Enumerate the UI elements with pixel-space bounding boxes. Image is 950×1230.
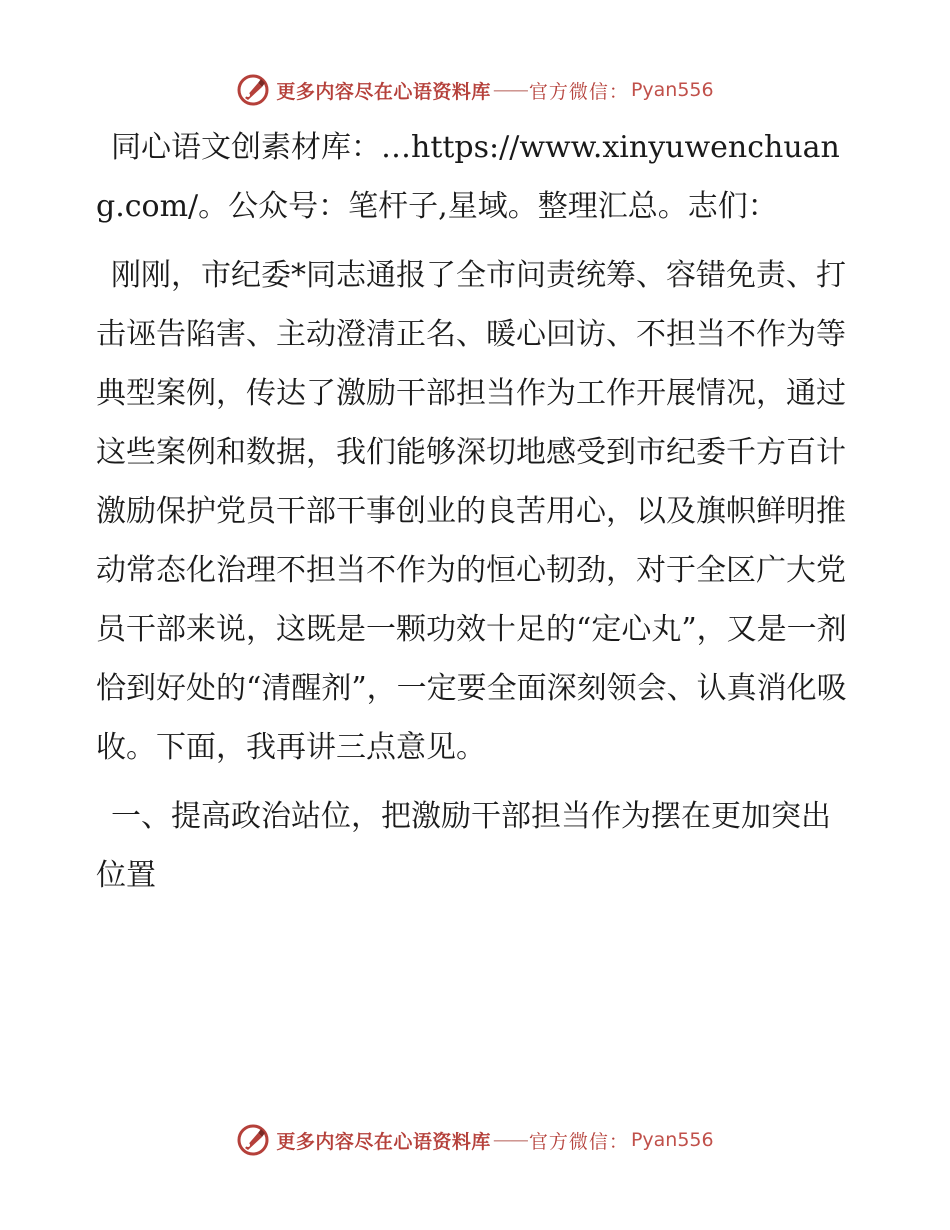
footer-watermark-banner [0,1120,950,1160]
section-heading-1: 一、提高政治站位，把激励干部担当作为摆在更加突出位置 [96,799,831,893]
document-body [96,118,856,905]
banner-wechat-id: Pyan556 [630,1129,714,1151]
pen-logo-icon [236,73,270,107]
banner-dash: —— [492,1129,527,1151]
banner-official-label: 官方微信： [528,1130,629,1153]
banner-brand-text: 更多内容尽在心语资料库 [276,80,491,103]
banner-brand-text: 更多内容尽在心语资料库 [276,1130,491,1153]
paragraph-main: 刚刚，市纪委*同志通报了全市问责统筹、容错免责、打击诬告陷害、主动澄清正名、暖心回访、不担当不作为等典型案例，传达了激励干部担当作为工作开展情况，通过这些案例和数据，我们能够深切地感受到市纪委千方百计激励保护党员干部干事创业的良苦用心，以及旗帜鲜明推动常态化治理不担当不作为的恒心韧劲，对于全区广大党员干部来说，这既是一颗功效十足的“定心丸”，又是一剂恰到好处的“清醒剂”，一定要全面深刻领会、认真消化吸收。下面，我再讲三点意见。 [96,258,847,765]
paragraph-source-info: 同心语文创素材库：…https://www.xinyuwenchuang.com/。公众号：笔杆子,星域。整理汇总。志们： [96,130,840,224]
banner-wechat-id: Pyan556 [630,79,714,101]
banner-dash: —— [492,79,527,101]
pen-logo-icon [236,1123,270,1157]
banner-official-label: 官方微信： [528,80,629,103]
header-watermark-banner [0,70,950,110]
